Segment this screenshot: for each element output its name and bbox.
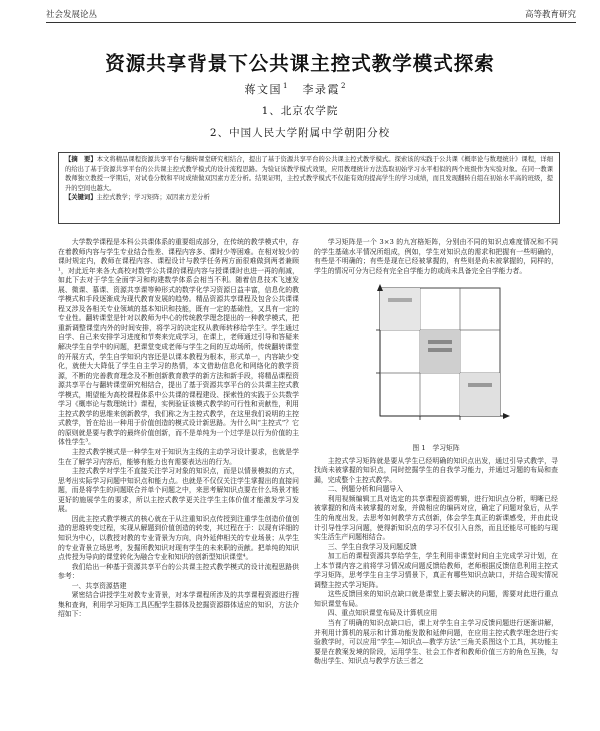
body-paragraph: 主控式教学模式是一种学生对于知识为主线的主动学习设计要求，也就是学生在了解学习内容后，能够有能力也有需要表达出的行为。 (58, 448, 299, 466)
section-heading: 二、例题分析和问题导入 (327, 485, 403, 494)
body-paragraph: 这些反馈回来的知识点缺口就是课堂上要去解决的问题，需要对此进行重点知识课堂布局。 (314, 590, 558, 608)
cell-mark (388, 298, 412, 302)
cell-mark (468, 383, 492, 387)
author-line (0, 81, 600, 97)
running-header (46, 8, 576, 22)
body-paragraph: 我们给出一种基于资源共享平台的公共课主控式教学模式的设计流程思路供参考： (58, 562, 299, 581)
cell-mark (428, 340, 452, 344)
author-mark: 1 (283, 82, 288, 91)
section-heading: 四、重点知识课堂布局及计算机应用 (327, 609, 438, 618)
header-rule (46, 22, 576, 23)
body-paragraph: 因此主控式教学模式的核心就在于从注重知识点传授到注重学生创造价值创造的思维转变过程，实现从解题到价值创造的转变，其过程在于：以现有详细的知识为中心，以教授对教的专业背景为方向，向外延伸相关的专业场景；从学生的专业背景立场思考，发掘所教知识对现有学生的未来职的贡献。把单纯的知识点传授为导向的课堂转化为融合专业和知识的创新型知识课堂⁴。 (58, 514, 299, 562)
affiliation: 2、中国人民大学附属中学朝阳分校 (209, 127, 391, 139)
body-paragraph: 紧密结合讲授学生对教专业背景，对本学课程所涉及的共享课程资源进行搜集和查询，利用学习矩阵工具匹配学生群体及挖掘资源群体适应的知识，方法介绍如下： (58, 591, 299, 619)
paper-title: 资源共享背景下公共课主控式教学模式探索 (105, 52, 495, 75)
keywords-line (65, 193, 553, 203)
affiliation: 1、北京农学院 (261, 105, 339, 117)
body-paragraph: 利用视频编辑工具对选定的共享课程资源剪辑，进行知识点分析，明晰已经被掌握的和尚未被掌握的对象，并做相应的编码对应，确定了问题对象后，从学生的角度出发，去思考如何教学方式创新，体会学生真正的新课感受，并由此设计引导性学习问题，使得新知识点的学习不仅引入自然，而且还能尽可能的与现实生活生产问题相结合。 (314, 494, 558, 542)
right-column (314, 238, 558, 667)
section-heading: 一、共享资源搭建 (71, 581, 127, 590)
section-heading: 三、学生自我学习及问题反馈 (327, 542, 417, 551)
abstract-label: 【摘 要】 (65, 156, 97, 163)
cell-mark (428, 348, 452, 352)
journal-name: 社会发展论丛 (46, 10, 98, 20)
keywords-text: 主控式教学；学习矩阵；双因素方差分析 (96, 194, 210, 202)
author-mark: 2 (341, 82, 346, 91)
author-name: 李录霞 (302, 83, 340, 96)
figure-caption: 图 1 学习矩阵 (412, 444, 460, 453)
body-paragraph: 主控式学习矩阵就是要从学生已经明确的知识点出发，通过引导式教学，寻找尚未被掌握的知识点，同时挖掘学生的自我学习能力，并通过习题的布局和查漏，完成整个主控式教学。 (314, 456, 558, 484)
body-paragraph: 大学数学课程是本科公共课体系的重要组成部分，在传统的教学模式中，存在着教师内容与学生专业结合性差、课程内容多、课时少等困难。在相对较少的课时规定内，教师在课程内容、课程设计与教学任务两方面很难做到两者兼顾¹，对此近年来各大高校对数学公共课的课程内容与授课课时也进一再的削减，如此下去对于学生全面学习和构建数学体系会相当不利。随着信息技术飞速发展、微课、慕课、资源共享课等种形式的数学化学习资源日益丰富，信息化的教学模式和手段逐渐成为现代教育发展的趋势。精品资源共享课程及包含公共课课程又涉及各相关专业领域的基本知识和技能，既有一定的基础性，又具有一定的专业性。翻转课堂是针对以教师为中心的传统教学理念提出的一种教学模式，把重新调整课堂内外的时间安排，将学习的决定权从教师转移给学生²。学生通过自学、自己来安排学习进度和节奏来完成学习，在课上，老师通过引导和答疑来解决学生自学中的问题，把课堂变成老师与学生之间的互动场所，传统翻转课堂的开展方式，学生自学知识内容还是以课本教程为根本，形式单一，内容缺少变化，就使大大降低了学生自主学习的热情，本文借助信息化和网络化的教学资源，不断的完善教育理念及不断创新教育教学的新方法和新手段，将精品课程资源共享平台与翻转课堂研究相结合，提出了基于资源共享平台的公共课主控式教学模式，期望能为高校课程体系中公共课的课程建设、探索性的实践于公共数学学习《概率论与数理统计》课程，实例验证该模式教学的可行性和贡献性，利用主控式教学的思维来创新教学，我们称之为主控式教学，在这里我们说明的主控式教学，旨在给出一种用于价值创造的模式设计新思路。为什么叫“主控式”？它的原则就是要与教学的最终价值创新，而不是单纯为一个过学是以行为价值的主体性学生³。 (58, 238, 299, 447)
body-paragraph: 当有了明确的知识点缺口后，课上对学生自主学习反馈问题进行逐渐讲解，并利用计算机的展示和计算功能发散和延伸问题，在应用主控式教学理念进行实验教学时，可以应用“学生—知识点—教学方法”三角关系图这个工具，其功能主要是在教案发境的阶段，运用学生、社会工作者和教师价值三方的角色互换，勾勒出学生、知识点与教学方法三者之 (314, 619, 558, 666)
matrix-cell-shaded (460, 373, 500, 416)
author-name: 蒋文国 (244, 83, 283, 96)
body-paragraph: 主控式教学对学生不直接关注学习对象的知识点，而是以情景模拟的方式，思考出实际学习问题中知识点和能力点。也就是不仅仅关注学生掌握出的直接问题，而是将学生的问题联合并单个问题之中，来思考解知识点要在什么场景才能更好的施展学生的要求，所以主控式教学更关注学生主体价值才能激发学习发展。 (58, 467, 299, 514)
keywords-label: 【关键词】 (65, 194, 97, 202)
abstract-box (58, 152, 560, 224)
learning-matrix-diagram (362, 282, 512, 440)
learning-matrix-figure (314, 282, 558, 442)
body-paragraph: 加工后的课程资源共享给学生，学生利用非课堂时间自主完成学习计划，在上本节课内容之前将学习情况或问题反馈给教师，老师根据反馈信息利用主控式学习矩阵，思考学生自主学习情景下，真正有哪些知识点缺口，并结合现实情况调整主控式学习矩阵。 (314, 552, 558, 589)
body-paragraph: 学习矩阵是一个 3×3 的九宫格矩阵，分别由不同的知识点难度情况和不同的学生基础水平情况所组成，例如，学生对知识点的需求和把握有一些明确的，有些是不明确的；有些是现在已经被掌握的，有些则是尚未被掌握的，同样的，学生的情况可分为已经有完全自学能力的或尚未具备完全自学能力者。 (314, 238, 558, 275)
left-column (58, 238, 299, 620)
abstract-text: 本文将精品课程资源共享平台与翻转课堂研究相结合，提出了基于资源共享平台的公共课主控式教学模式。探索该的实践于公共课《概率论与数理统计》课程，详细的给出了基于资源共享平台的公共课主控式教学模式的设计流程思路。为验证该教学模式效果，应用教理统计方法选取初始学习水平相似的两个班级作为实验对象。在同一教课教师独立教授一学期后，对试卷分数和平时成绩做双因素方差分析。结果证明，主控式教学模式不仅能有效的提高学生的学习成绩，而且发现翻转自组在初始水平高的班级，提升的空间也越大。 (65, 156, 554, 192)
x-axis-arrow (503, 413, 510, 419)
section-name: 高等教育研究 (524, 10, 576, 20)
matrix-cell-shaded (380, 288, 420, 330)
